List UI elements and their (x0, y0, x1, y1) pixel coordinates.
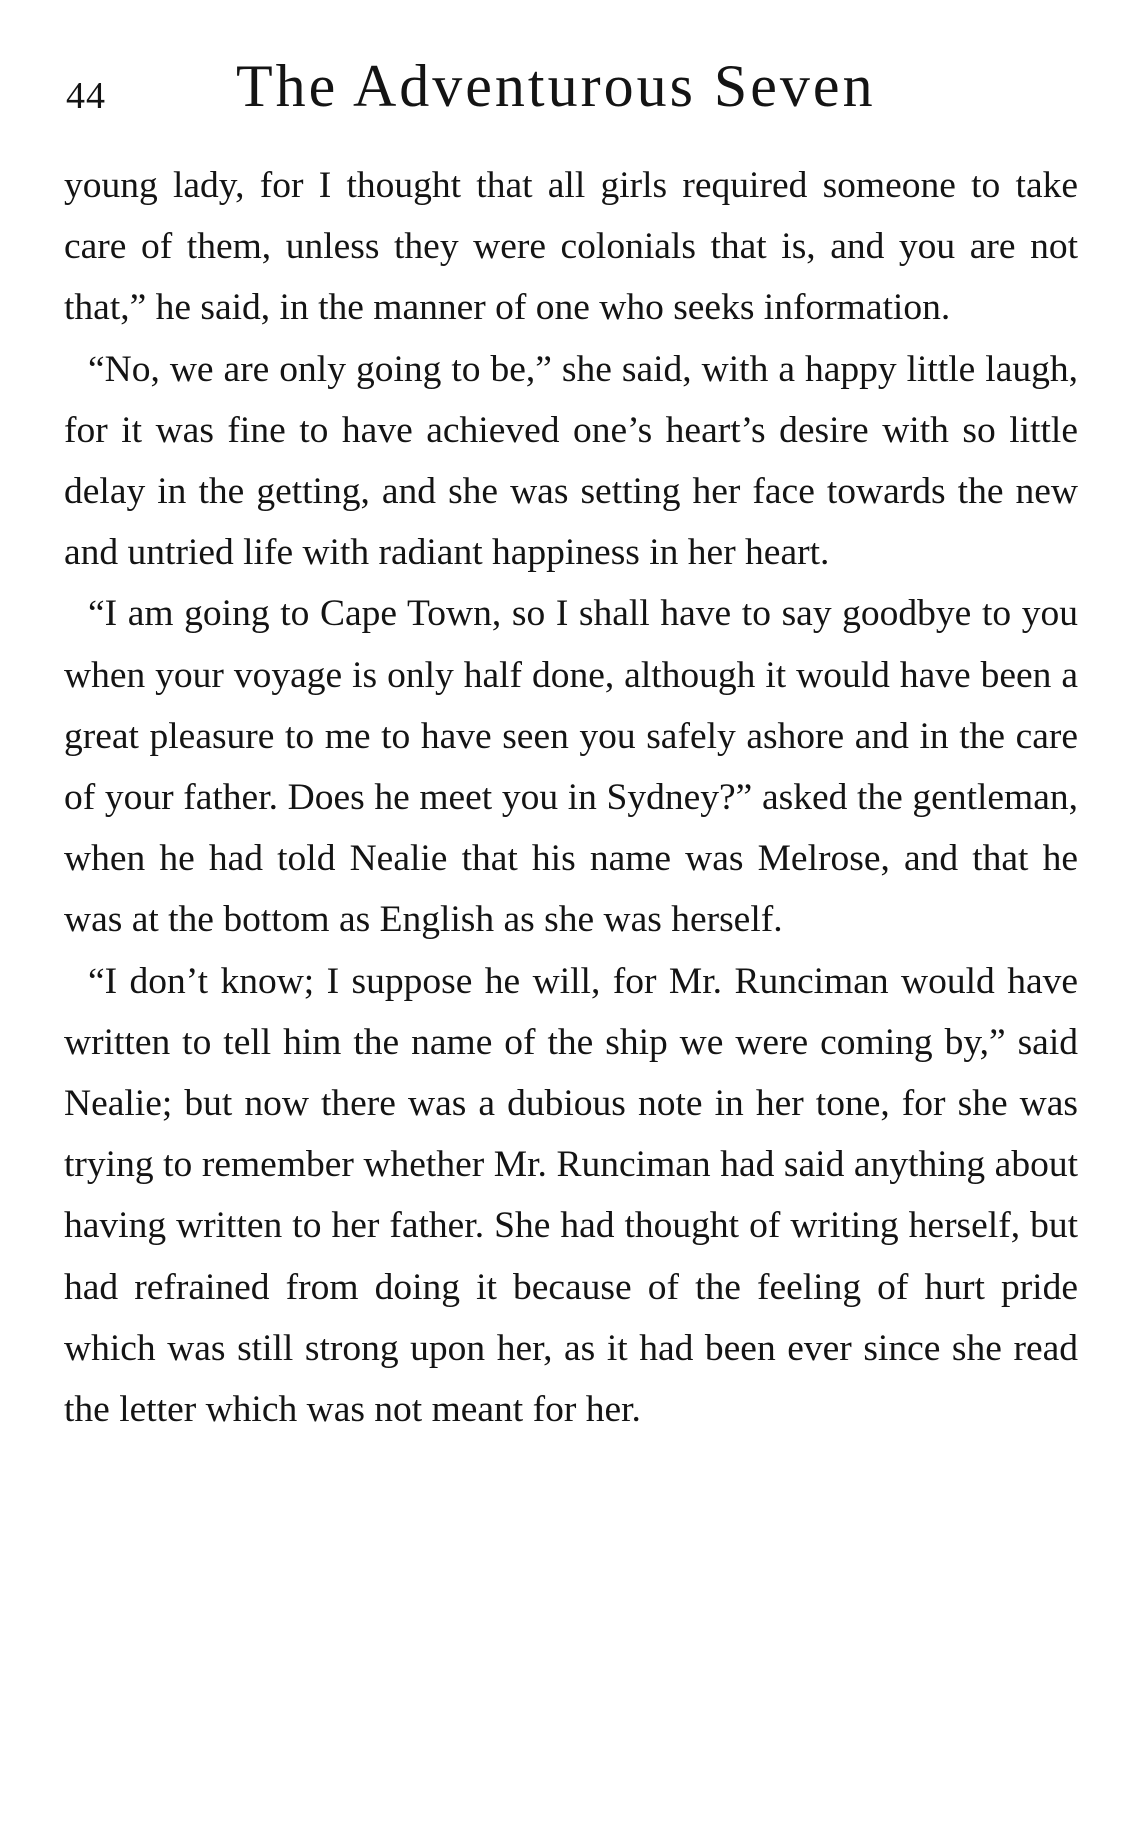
body-text (64, 155, 1078, 1440)
running-head (66, 52, 1086, 122)
paragraph: “No, we are only going to be,” she said, with a happy little laugh, for it was fine to have achieved one’s heart’s desire with so little delay in the getting, and she was setting her face towards the new and untried life with radiant happiness in her heart. (64, 348, 1078, 574)
page-number: 44 (66, 75, 106, 117)
paragraph: “I don’t know; I suppose he will, for Mr. Runciman would have written to tell him the name of the ship we were coming by,” said Nealie; but now there was a dubious note in her tone, for she was trying to remember whether Mr. Runciman had said anything about having written to her father. She had thought of writing herself, but had refrained from doing it because of the feeling of hurt pride which was still strong upon her, as it had been ever since she read the letter which was not meant for her. (64, 960, 1078, 1431)
paragraph: “I am going to Cape Town, so I shall have to say goodbye to you when your voyage is only half done, although it would have been a great pleasure to me to have seen you safely ashore and in the care of your father. Does he meet you in Sydney?” asked the gentleman, when he had told Nealie that his name was Melrose, and that he was at the bottom as English as she was herself. (64, 593, 1078, 941)
book-title: The Adventurous Seven (236, 53, 876, 119)
paragraph-continued: young lady, for I thought that all girls required someone to take care of them, unless they were colonials that is, and you are not that,” he said, in the manner of one who seeks information. (64, 165, 1078, 329)
